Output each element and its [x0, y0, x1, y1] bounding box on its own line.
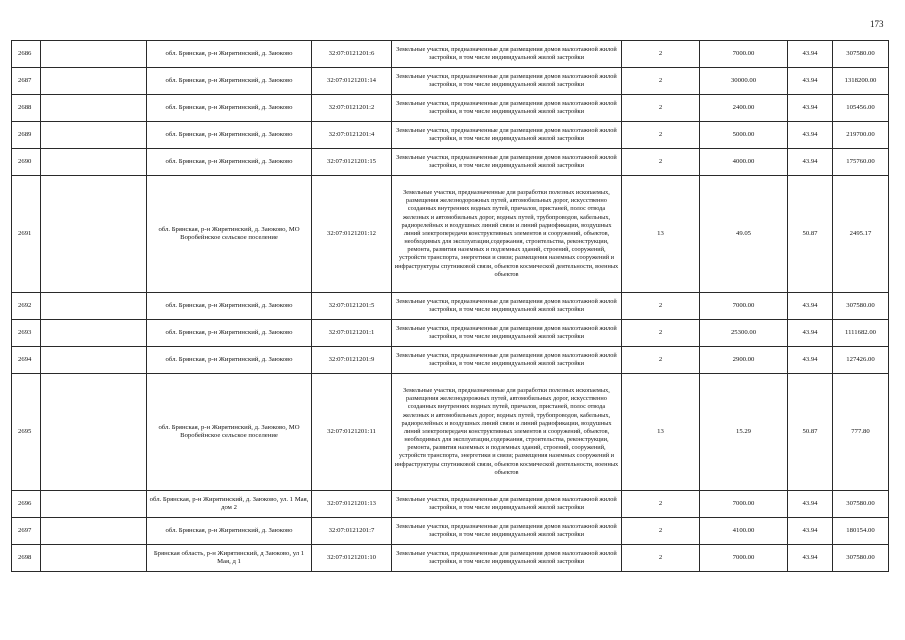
- cadastral-number-cell: 32:07:0121201:9: [312, 347, 392, 374]
- row-number: 2695: [12, 374, 41, 491]
- cadastral-number-cell: 32:07:0121201:15: [312, 149, 392, 176]
- row-number: 2691: [12, 176, 41, 293]
- group-cell: 2: [622, 68, 700, 95]
- specific-value-cell: 50.87: [788, 176, 833, 293]
- area-cell: 2400.00: [700, 95, 788, 122]
- address-cell: обл. Брянская, р-н Жирятинский, д. Заюково: [147, 68, 312, 95]
- table-row: [12, 320, 889, 347]
- table-row: [12, 95, 889, 122]
- address-cell: обл. Брянская, р-н Жирятинский, д. Заюково: [147, 41, 312, 68]
- blank-cell: [41, 491, 147, 518]
- blank-cell: [41, 518, 147, 545]
- cadastral-value-cell: 127426.00: [833, 347, 889, 374]
- cadastral-value-cell: 307580.00: [833, 293, 889, 320]
- area-cell: 7000.00: [700, 545, 788, 572]
- group-cell: 2: [622, 491, 700, 518]
- cadastral-value-cell: 219700.00: [833, 122, 889, 149]
- row-number: 2694: [12, 347, 41, 374]
- table-row: [12, 122, 889, 149]
- specific-value-cell: 43.94: [788, 95, 833, 122]
- table-row: [12, 41, 889, 68]
- area-cell: 25300.00: [700, 320, 788, 347]
- area-cell: 49.05: [700, 176, 788, 293]
- area-cell: 4100.00: [700, 518, 788, 545]
- cadastral-value-cell: 307580.00: [833, 545, 889, 572]
- cadastral-value-cell: 1111682.00: [833, 320, 889, 347]
- row-number: 2690: [12, 149, 41, 176]
- cadastral-number-cell: 32:07:0121201:7: [312, 518, 392, 545]
- cadastral-value-cell: 1318200.00: [833, 68, 889, 95]
- land-use-cell: Земельные участки, предназначенные для размещения домов малоэтажной жилой застройки, в том числе индивидуальной жилой застройки: [392, 68, 622, 95]
- blank-cell: [41, 320, 147, 347]
- specific-value-cell: 43.94: [788, 347, 833, 374]
- address-cell: обл. Брянская, р-н Жирятинский, д. Заюково, МО Воробейнское сельское поселение: [147, 176, 312, 293]
- group-cell: 2: [622, 293, 700, 320]
- land-use-cell: Земельные участки, предназначенные для размещения домов малоэтажной жилой застройки, в том числе индивидуальной жилой застройки: [392, 122, 622, 149]
- area-cell: 15.29: [700, 374, 788, 491]
- cadastral-number-cell: 32:07:0121201:5: [312, 293, 392, 320]
- cadastral-number-cell: 32:07:0121201:10: [312, 545, 392, 572]
- cadastral-value-cell: 105456.00: [833, 95, 889, 122]
- address-cell: обл. Брянская, р-н Жирятинский, д. Заюково: [147, 347, 312, 374]
- cadastral-value-cell: 777.80: [833, 374, 889, 491]
- group-cell: 2: [622, 149, 700, 176]
- table-row: [12, 293, 889, 320]
- group-cell: 2: [622, 320, 700, 347]
- row-number: 2688: [12, 95, 41, 122]
- table-row: [12, 518, 889, 545]
- land-use-cell: Земельные участки, предназначенные для размещения домов малоэтажной жилой застройки, в том числе индивидуальной жилой застройки: [392, 149, 622, 176]
- address-cell: обл. Брянская, р-н Жирятинский, д. Заюково: [147, 293, 312, 320]
- area-cell: 7000.00: [700, 293, 788, 320]
- area-cell: 7000.00: [700, 41, 788, 68]
- blank-cell: [41, 374, 147, 491]
- address-cell: обл. Брянская, р-н Жирятинский, д. Заюково: [147, 95, 312, 122]
- specific-value-cell: 43.94: [788, 545, 833, 572]
- area-cell: 2900.00: [700, 347, 788, 374]
- specific-value-cell: 43.94: [788, 320, 833, 347]
- specific-value-cell: 43.94: [788, 41, 833, 68]
- cadastral-number-cell: 32:07:0121201:4: [312, 122, 392, 149]
- blank-cell: [41, 149, 147, 176]
- table-row: [12, 149, 889, 176]
- land-use-cell: Земельные участки, предназначенные для размещения домов малоэтажной жилой застройки, в том числе индивидуальной жилой застройки: [392, 293, 622, 320]
- cadastral-value-cell: 180154.00: [833, 518, 889, 545]
- blank-cell: [41, 293, 147, 320]
- address-cell: обл. Брянская, р-н Жирятинский, д. Заюково: [147, 320, 312, 347]
- address-cell: обл. Брянская, р-н Жирятинский, д. Заюково, ул. 1 Мая, дом 2: [147, 491, 312, 518]
- land-use-cell: Земельные участки, предназначенные для размещения домов малоэтажной жилой застройки, в том числе индивидуальной жилой застройки: [392, 518, 622, 545]
- land-use-cell: Земельные участки, предназначенные для размещения домов малоэтажной жилой застройки, в том числе индивидуальной жилой застройки: [392, 347, 622, 374]
- area-cell: 4000.00: [700, 149, 788, 176]
- address-cell: Брянская область, р-н Жирятинский, д Заюково, ул 1 Мая, д 1: [147, 545, 312, 572]
- group-cell: 2: [622, 347, 700, 374]
- cadastral-value-cell: 307580.00: [833, 491, 889, 518]
- blank-cell: [41, 68, 147, 95]
- land-use-cell: Земельные участки, предназначенные для разработки полезных ископаемых, размещения железнодорожных путей, автомобильных дорог, искусственно созданных внутренних водных путей, причалов, пристаней, полос отвода железных и автомобильных дорог, водных путей, трубопроводов, кабельных, радиорелейных и воздушных линий связи и линий радиофикации, воздушных линий электропередачи конструктивных элементов и сооружений, объектов, необходимых для эксплуатации,содержания, строительства, реконструкции, ремонта, развития наземных и подземных зданий, строений, сооружений, устройств транспорта, энергетики и связи; размещения наземных сооружений и инфраструктуры спутниковой связи, объектов космической деятельности, военных объектов: [392, 176, 622, 293]
- cadastral-value-cell: 175760.00: [833, 149, 889, 176]
- blank-cell: [41, 347, 147, 374]
- table-row: [12, 68, 889, 95]
- table-row: [12, 347, 889, 374]
- specific-value-cell: 43.94: [788, 149, 833, 176]
- specific-value-cell: 50.87: [788, 374, 833, 491]
- land-use-cell: Земельные участки, предназначенные для разработки полезных ископаемых, размещения железнодорожных путей, автомобильных дорог, искусственно созданных внутренних водных путей, причалов, пристаней, полос отвода железных и автомобильных дорог, водных путей, трубопроводов, кабельных, радиорелейных и воздушных линий связи и линий радиофикации, воздушных линий электропередачи конструктивных элементов и сооружений, объектов, необходимых для эксплуатации,содержания, строительства, реконструкции, ремонта, развития наземных и подземных зданий, строений, сооружений, устройств транспорта, энергетики и связи; размещения наземных сооружений и инфраструктуры спутниковой связи, объектов космической деятельности, военных объектов: [392, 374, 622, 491]
- row-number: 2686: [12, 41, 41, 68]
- group-cell: 2: [622, 41, 700, 68]
- table-row: [12, 491, 889, 518]
- address-cell: обл. Брянская, р-н Жирятинский, д. Заюково: [147, 518, 312, 545]
- group-cell: 2: [622, 95, 700, 122]
- address-cell: обл. Брянская, р-н Жирятинский, д. Заюково, МО Воробейнское сельское поселение: [147, 374, 312, 491]
- row-number: 2692: [12, 293, 41, 320]
- specific-value-cell: 43.94: [788, 68, 833, 95]
- table-row: [12, 545, 889, 572]
- blank-cell: [41, 545, 147, 572]
- table-row: [12, 374, 889, 491]
- page-number: 173: [870, 19, 884, 29]
- group-cell: 2: [622, 545, 700, 572]
- row-number: 2687: [12, 68, 41, 95]
- land-use-cell: Земельные участки, предназначенные для размещения домов малоэтажной жилой застройки, в том числе индивидуальной жилой застройки: [392, 95, 622, 122]
- specific-value-cell: 43.94: [788, 122, 833, 149]
- cadastral-value-table: [11, 40, 889, 572]
- row-number: 2689: [12, 122, 41, 149]
- cadastral-number-cell: 32:07:0121201:1: [312, 320, 392, 347]
- blank-cell: [41, 122, 147, 149]
- area-cell: 30000.00: [700, 68, 788, 95]
- cadastral-number-cell: 32:07:0121201:2: [312, 95, 392, 122]
- group-cell: 2: [622, 122, 700, 149]
- blank-cell: [41, 176, 147, 293]
- area-cell: 5000.00: [700, 122, 788, 149]
- group-cell: 2: [622, 518, 700, 545]
- cadastral-number-cell: 32:07:0121201:11: [312, 374, 392, 491]
- group-cell: 13: [622, 374, 700, 491]
- land-use-cell: Земельные участки, предназначенные для размещения домов малоэтажной жилой застройки, в том числе индивидуальной жилой застройки: [392, 41, 622, 68]
- blank-cell: [41, 95, 147, 122]
- row-number: 2698: [12, 545, 41, 572]
- land-use-cell: Земельные участки, предназначенные для размещения домов малоэтажной жилой застройки, в том числе индивидуальной жилой застройки: [392, 545, 622, 572]
- address-cell: обл. Брянская, р-н Жирятинский, д. Заюково: [147, 149, 312, 176]
- blank-cell: [41, 41, 147, 68]
- cadastral-number-cell: 32:07:0121201:14: [312, 68, 392, 95]
- area-cell: 7000.00: [700, 491, 788, 518]
- table-row: [12, 176, 889, 293]
- cadastral-number-cell: 32:07:0121201:12: [312, 176, 392, 293]
- group-cell: 13: [622, 176, 700, 293]
- row-number: 2697: [12, 518, 41, 545]
- row-number: 2693: [12, 320, 41, 347]
- address-cell: обл. Брянская, р-н Жирятинский, д. Заюково: [147, 122, 312, 149]
- land-use-cell: Земельные участки, предназначенные для размещения домов малоэтажной жилой застройки, в том числе индивидуальной жилой застройки: [392, 320, 622, 347]
- cadastral-number-cell: 32:07:0121201:13: [312, 491, 392, 518]
- specific-value-cell: 43.94: [788, 491, 833, 518]
- cadastral-number-cell: 32:07:0121201:6: [312, 41, 392, 68]
- cadastral-value-cell: 2495.17: [833, 176, 889, 293]
- cadastral-value-cell: 307580.00: [833, 41, 889, 68]
- row-number: 2696: [12, 491, 41, 518]
- specific-value-cell: 43.94: [788, 293, 833, 320]
- land-use-cell: Земельные участки, предназначенные для размещения домов малоэтажной жилой застройки, в том числе индивидуальной жилой застройки: [392, 491, 622, 518]
- specific-value-cell: 43.94: [788, 518, 833, 545]
